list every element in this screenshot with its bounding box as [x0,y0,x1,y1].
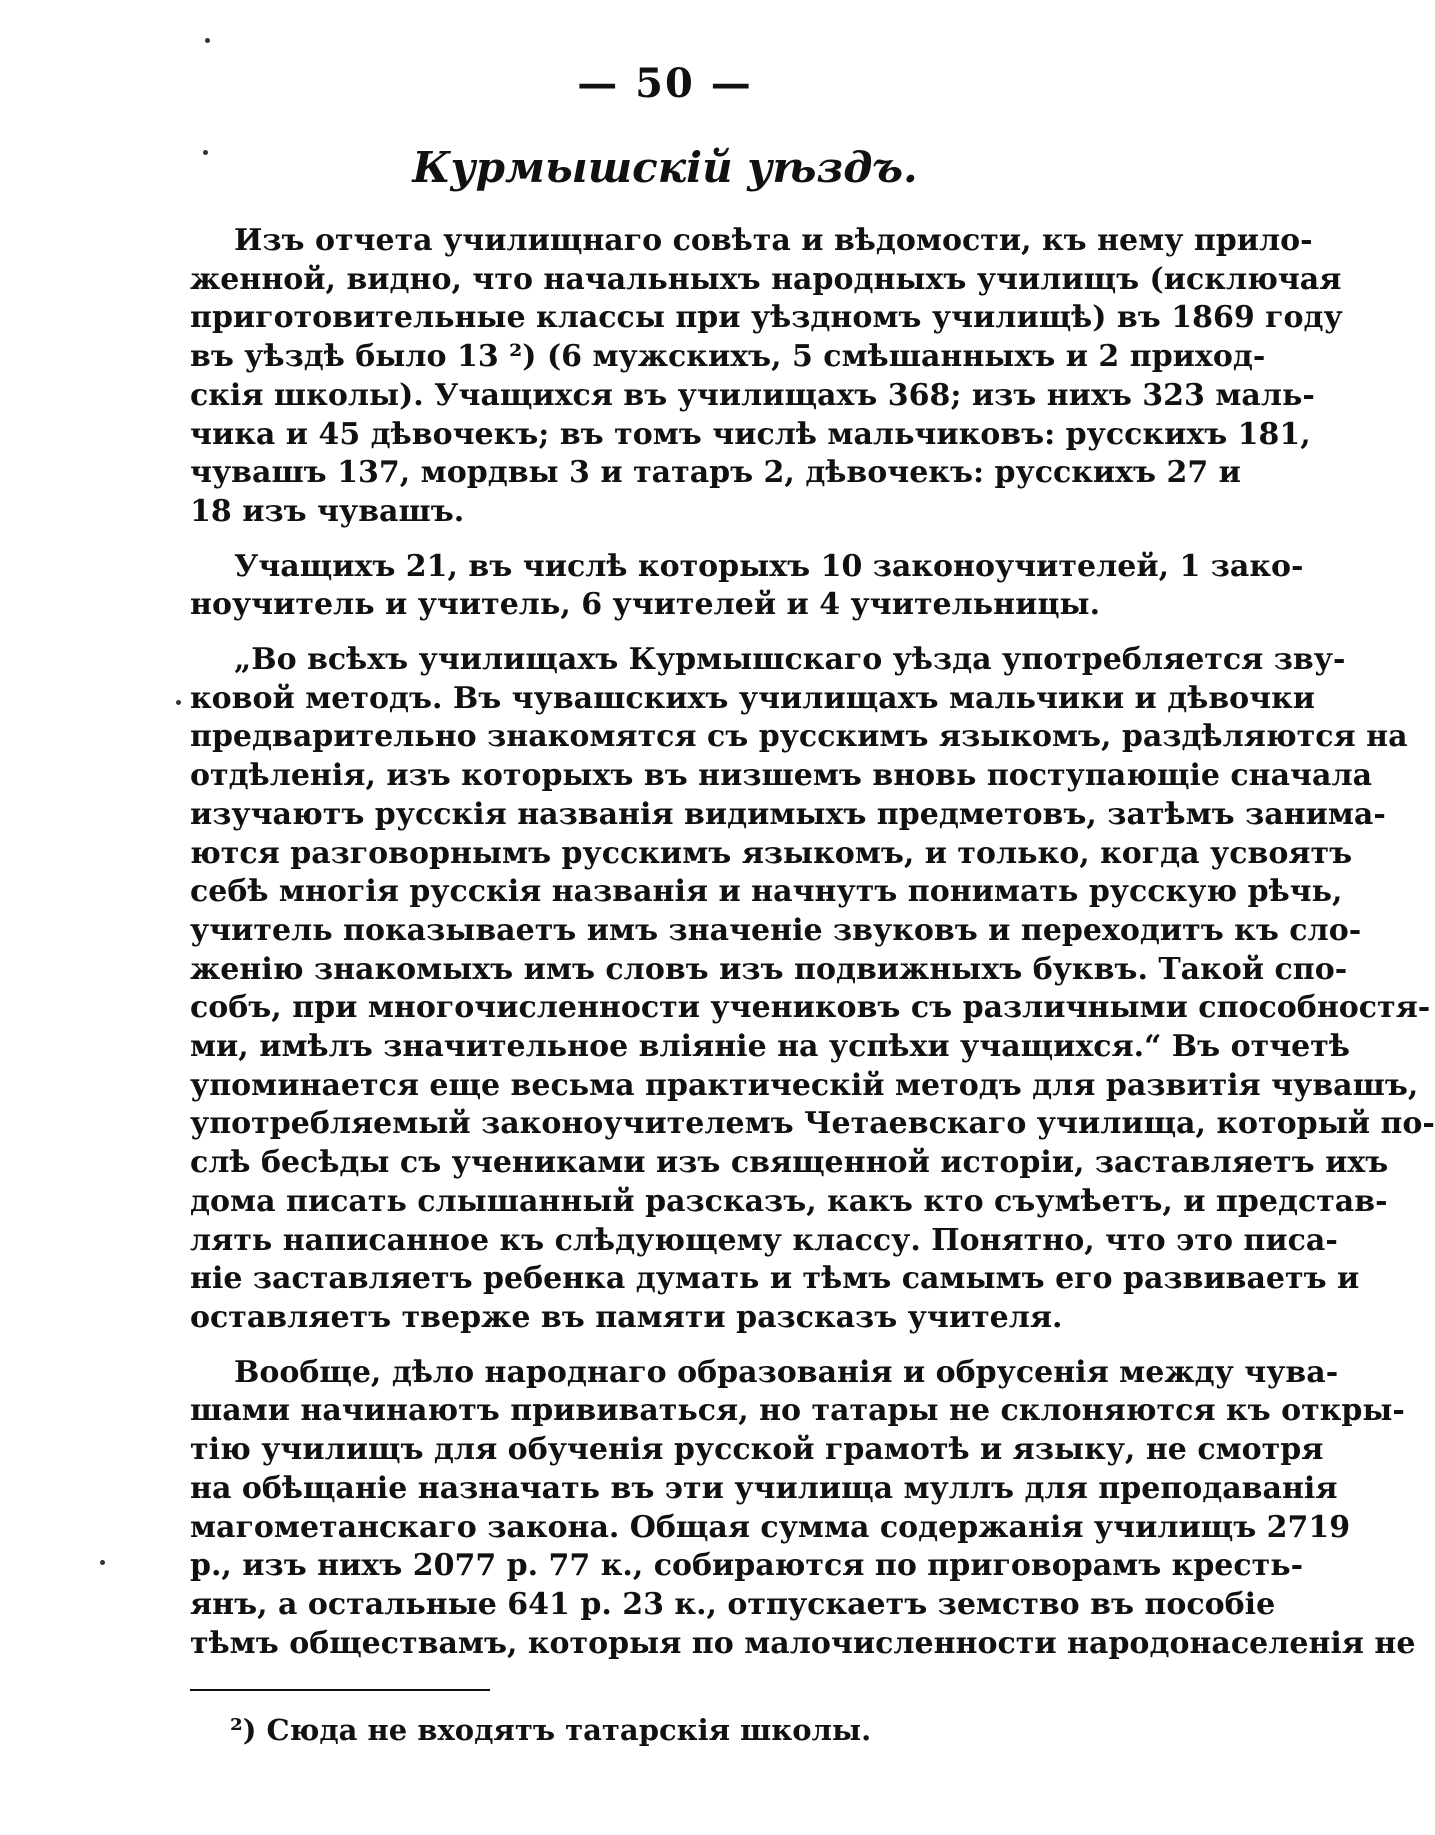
text-line: отдѣленія, изъ которыхъ въ низшемъ вновь поступающіе сначала [190,758,1373,794]
scan-speck [176,700,181,705]
text-line: „Во всѣхъ училищахъ Курмышскаго уѣзда употребляется зву- [234,642,1346,678]
text-line: на обѣщаніе назначать въ эти училища муллъ для преподаванія [190,1470,1338,1506]
scan-speck [100,1560,105,1565]
text-line: оставляетъ тверже въ памяти разсказъ учителя. [190,1299,1063,1335]
text-line: 18 изъ чувашъ. [190,493,465,529]
body-text [190,222,1435,1663]
text-line: тію училищъ для обученія русской грамотѣ и языку, не смотря [190,1432,1324,1468]
text-line: приготовительные классы при уѣздномъ училищѣ) въ 1869 году [190,300,1343,336]
text-line: чувашъ 137, мордвы 3 и татаръ 2, дѣвочекъ: русскихъ 27 и [190,455,1241,491]
text-line: женію знакомыхъ имъ словъ изъ подвижныхъ буквъ. Такой спо- [190,951,1348,987]
text-line: ніе заставляетъ ребенка думать и тѣмъ самымъ его развиваетъ и [190,1261,1360,1297]
text-line: янъ, а остальные 641 р. 23 к., отпускаетъ земство въ пособіе [190,1586,1276,1622]
text-line: магометанскаго закона. Общая сумма содержанія училищъ 2719 [190,1509,1351,1545]
paragraph [190,222,1343,532]
text-line: дома писать слышанный разсказъ, какъ кто съумѣетъ, и представ- [190,1183,1388,1219]
text-line: предварительно знакомятся съ русскимъ языкомъ, раздѣляются на [190,719,1408,755]
text-line: р., изъ нихъ 2077 р. 77 к., собираются по приговорамъ кресть- [190,1548,1304,1584]
text-line: себѣ многія русскія названія и начнутъ понимать русскую рѣчь, [190,874,1343,910]
text-line: женной, видно, что начальныхъ народныхъ училищъ (исключая [190,261,1342,297]
text-line: ются разговорнымъ русскимъ языкомъ, и только, когда усвоятъ [190,835,1353,871]
text-line: лять написанное къ слѣдующему классу. Понятно, что это писа- [190,1222,1338,1258]
section-title: Курмышскій уѣздъ. [412,143,918,192]
text-line: употребляемый законоучителемъ Четаевскаго училища, который по- [190,1106,1435,1142]
text-line: скія школы). Учащихся въ училищахъ 368; изъ нихъ 323 маль- [190,377,1315,413]
text-line: въ уѣздѣ было 13 ²) (6 мужскихъ, 5 смѣшанныхъ и 2 приход- [190,339,1266,375]
text-line: собъ, при многочисленности учениковъ съ различными способностя- [190,990,1431,1026]
text-line: учитель показываетъ имъ значеніе звуковъ и переходитъ къ сло- [190,912,1362,948]
text-line: упоминается еще весьма практическій методъ для развитія чувашъ, [190,1067,1419,1103]
text-line: ковой методъ. Въ чувашскихъ училищахъ мальчики и дѣвочки [190,680,1316,716]
text-line: ми, имѣлъ значительное вліяніе на успѣхи учащихся.“ Въ отчетѣ [190,1029,1350,1065]
page-number: — 50 — [577,60,753,107]
footnote-divider [190,1689,490,1691]
text-line: Учащихъ 21, въ числѣ которыхъ 10 законоучителей, 1 зако- [234,548,1304,584]
text-line: слѣ бесѣды съ учениками изъ священной исторіи, заставляетъ ихъ [190,1145,1389,1181]
paragraph [190,548,1304,625]
paragraph [190,641,1435,1338]
text-line: чика и 45 дѣвочекъ; въ томъ числѣ мальчиковъ: русскихъ 181, [190,416,1311,452]
text-line: Изъ отчета училищнаго совѣта и вѣдомости, къ нему прило- [234,223,1313,258]
text-line: тѣмъ обществамъ, которыя по малочисленности народонаселенія не [190,1625,1416,1661]
text-line: ноучитель и учитель, 6 учителей и 4 учительницы. [190,587,1101,623]
text-line: шами начинаютъ прививаться, но татары не склоняются къ откры- [190,1393,1405,1429]
scan-speck [203,150,208,155]
footnote: ²) Сюда не входятъ татарскія школы. [230,1713,872,1748]
scan-speck [205,38,210,43]
text-line: изучаютъ русскія названія видимыхъ предметовъ, затѣмъ занима- [190,796,1386,832]
text-line: Вообще, дѣло народнаго образованія и обрусенія между чува- [234,1354,1339,1390]
book-page [190,60,1435,1748]
paragraph [190,1354,1416,1664]
